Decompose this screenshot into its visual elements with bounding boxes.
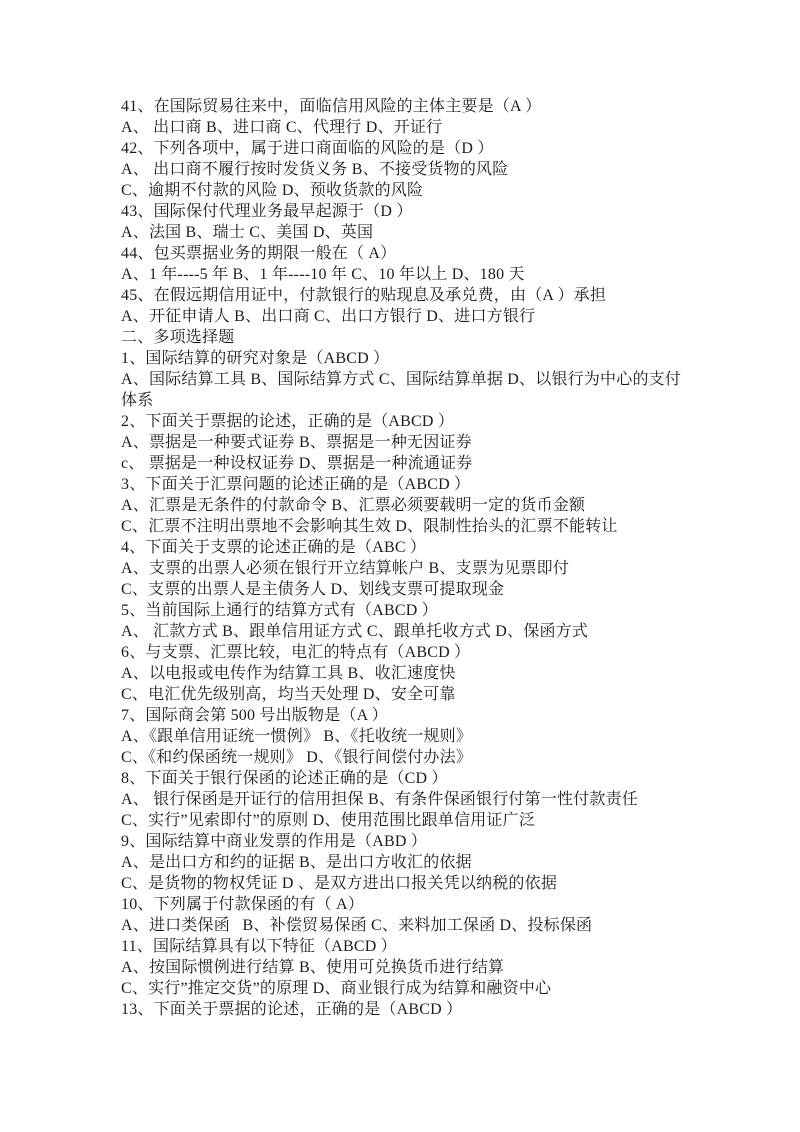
text-line: 7、国际商会第 500 号出版物是（A ） — [121, 707, 388, 724]
text-line: A、 汇款方式 B、跟单信用证方式 C、跟单托收方式 D、保函方式 — [121, 623, 589, 640]
text-line: A、是出口方和约的证据 B、是出口方收汇的依据 — [121, 854, 472, 871]
text-line: A、票据是一种要式证券 B、票据是一种无因证券 — [121, 434, 472, 451]
text-line: C、实行”推定交货”的原理 D、商业银行成为结算和融资中心 — [121, 980, 552, 997]
text-line: A、开征申请人 B、出口商 C、出口方银行 D、进口方银行 — [121, 308, 536, 325]
text-line: A、进口类保函 B、补偿贸易保函 C、来料加工保函 D、投标保函 — [121, 917, 593, 934]
text-line: 42、下列各项中，属于进口商面临的风险的是（D ） — [121, 140, 494, 157]
text-line: 5、当前国际上通行的结算方式有（ABCD ） — [121, 602, 438, 619]
text-line: 4、下面关于支票的论述正确的是（ABC ） — [121, 539, 427, 556]
text-line: A、 出口商不履行按时发货义务 B、不接受货物的风险 — [121, 161, 509, 178]
text-line: 41、在国际贸易往来中，面临信用风险的主体主要是（A ） — [121, 98, 542, 115]
text-line: A、1 年----5 年 B、1 年----10 年 C、10 年以上 D、180 天 — [121, 266, 525, 283]
text-line: C、《和约保函统一规则》 D、《银行间偿付办法》 — [121, 749, 473, 766]
text-line: 6、与支票、汇票比较，电汇的特点有（ABCD ） — [121, 644, 471, 661]
text-line: C、电汇优先级别高，均当天处理 D、安全可靠 — [121, 686, 456, 703]
text-line: 45、在假远期信用证中，付款银行的贴现息及承兑费，由（A ）承担 — [121, 287, 607, 304]
text-line: C、汇票不注明出票地不会影响其生效 D、限制性抬头的汇票不能转让 — [121, 518, 618, 535]
text-line: A、以电报或电传作为结算工具 B、收汇速度快 — [121, 665, 456, 682]
text-line: 3、下面关于汇票问题的论述正确的是（ABCD ） — [121, 476, 471, 493]
text-line: C、逾期不付款的风险 D、预收货款的风险 — [121, 182, 424, 199]
text-line: A、国际结算工具 B、国际结算方式 C、国际结算单据 D、以银行为中心的支付 — [121, 371, 682, 388]
text-line: A、《跟单信用证统一惯例》 B、《托收统一规则》 — [121, 728, 473, 745]
text-line: 8、下面关于银行保函的论述正确的是（CD ） — [121, 770, 448, 787]
text-line: 2、下面关于票据的论述，正确的是（ABCD ） — [121, 413, 455, 430]
text-line: 44、包买票据业务的期限一般在（ A） — [121, 245, 397, 262]
text-line: A、按国际惯例进行结算 B、使用可兑换货币进行结算 — [121, 959, 505, 976]
text-line: 43、国际保付代理业务最早起源于（D ） — [121, 203, 413, 220]
text-line: C、支票的出票人是主债务人 D、划线支票可提取现金 — [121, 581, 505, 598]
text-line: C、是货物的物权凭证 D 、是双方进出口报关凭以纳税的依据 — [121, 875, 558, 892]
text-line: A、法国 B、瑞士 C、美国 D、英国 — [121, 224, 374, 241]
document-text-block — [121, 96, 693, 1020]
text-line: 1、国际结算的研究对象是（ABCD ） — [121, 350, 390, 367]
text-line: A、 银行保函是开证行的信用担保 B、有条件保函银行付第一性付款责任 — [121, 791, 639, 808]
text-line: A、支票的出票人必须在银行开立结算帐户 B、支票为见票即付 — [121, 560, 570, 577]
text-line: 13、下面关于票据的论述，正确的是（ABCD ） — [121, 1001, 463, 1018]
text-line: 10、下列属于付款保函的有（ A） — [121, 896, 364, 913]
text-line: A、汇票是无条件的付款命令 B、汇票必须要载明一定的货币金额 — [121, 497, 586, 514]
text-line: 11、国际结算具有以下特征（ABCD ） — [121, 938, 397, 955]
text-line: C、实行”见索即付”的原则 D、使用范围比跟单信用证广泛 — [121, 812, 536, 829]
text-line: 体系 — [121, 392, 154, 409]
text-line: A、 出口商 B、进口商 C、代理行 D、开证行 — [121, 119, 443, 136]
text-line: 9、国际结算中商业发票的作用是（ABD ） — [121, 833, 427, 850]
text-line: 二、多项选择题 — [121, 329, 235, 346]
text-line: c、 票据是一种设权证券 D、票据是一种流通证券 — [121, 455, 473, 472]
